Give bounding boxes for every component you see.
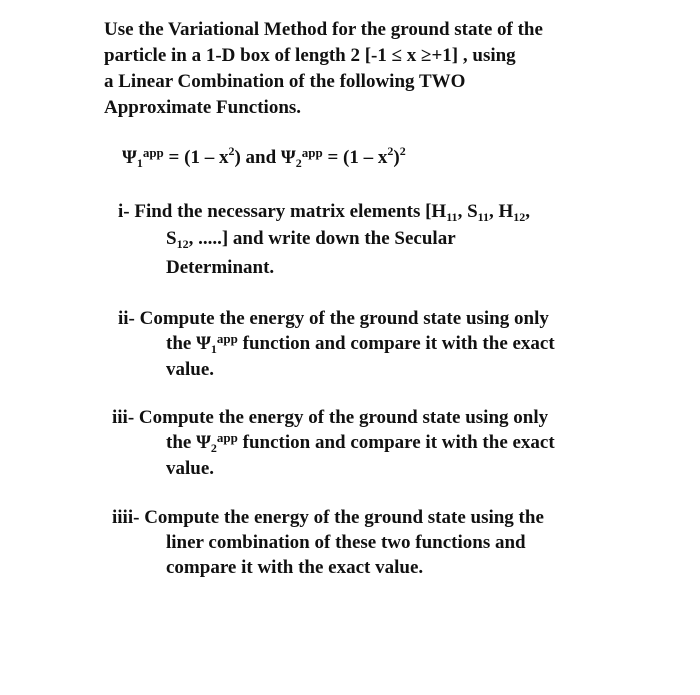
square-1: 2 [228, 144, 235, 158]
question-i-rest: , .....] and write down the Secular [188, 228, 456, 249]
app-superscript-2: app [301, 145, 323, 160]
expr-1: = (1 – x [163, 147, 229, 168]
s11-subscript: 11 [477, 210, 489, 224]
s12-subscript: 12 [176, 237, 189, 251]
q3-app-superscript: app [216, 430, 238, 445]
q3-the: the [166, 432, 197, 453]
q2-psi-symbol: Ψ [196, 333, 211, 354]
h12-subscript: 12 [513, 210, 526, 224]
q2-psi-subscript: 1 [210, 342, 217, 356]
intro-line-4: Approximate Functions. [104, 97, 302, 118]
psi-subscript-2: 2 [295, 156, 302, 170]
question-ii-line-2 [166, 332, 555, 356]
q3-psi-symbol: Ψ [196, 432, 211, 453]
question-iii-line-3: value. [166, 458, 215, 479]
approximate-functions-equation [122, 146, 406, 170]
q2-the: the [166, 333, 197, 354]
q2-rest: function and compare it with the exact [237, 333, 555, 354]
s12-letter: S [166, 228, 177, 249]
question-i-line-1 [118, 200, 530, 224]
question-ii-line-3: value. [166, 359, 215, 380]
expr-2: = (1 – x [322, 147, 388, 168]
question-ii-line-1: ii- Compute the energy of the ground state using only [118, 308, 549, 329]
q2-app-superscript: app [216, 331, 238, 346]
q3-psi-subscript: 2 [210, 441, 217, 455]
intro-line-3: a Linear Combination of the following TWO [104, 71, 466, 92]
intro-line-2: particle in a 1-D box of length 2 [-1 ≤ x ≥+1] , using [104, 45, 516, 66]
and-text: ) and [234, 147, 281, 168]
question-i-line-3: Determinant. [166, 257, 275, 278]
separator-2: , H [488, 201, 514, 222]
q3-rest: function and compare it with the exact [237, 432, 555, 453]
close-paren: ) [393, 147, 400, 168]
question-iii-line-1: iii- Compute the energy of the ground state using only [112, 407, 549, 428]
question-iiii-line-1: iiii- Compute the energy of the ground state using the [112, 507, 544, 528]
question-iiii-line-3: compare it with the exact value. [166, 557, 424, 578]
outer-square: 2 [399, 144, 406, 158]
question-iiii-line-2: liner combination of these two functions and [166, 532, 526, 553]
question-iii-line-2 [166, 431, 555, 455]
psi-symbol-2: Ψ [280, 147, 296, 168]
h11-subscript: 11 [446, 210, 458, 224]
psi-subscript-1: 1 [136, 156, 143, 170]
question-i-line-2 [166, 227, 456, 251]
separator-3: , [525, 201, 531, 222]
question-i-text: i- Find the necessary matrix elements [H [118, 201, 447, 222]
app-superscript-1: app [142, 145, 164, 160]
psi-symbol: Ψ [122, 147, 137, 168]
intro-line-1: Use the Variational Method for the ground state of the [104, 19, 543, 40]
separator-1: , S [457, 201, 478, 222]
square-2: 2 [387, 144, 394, 158]
